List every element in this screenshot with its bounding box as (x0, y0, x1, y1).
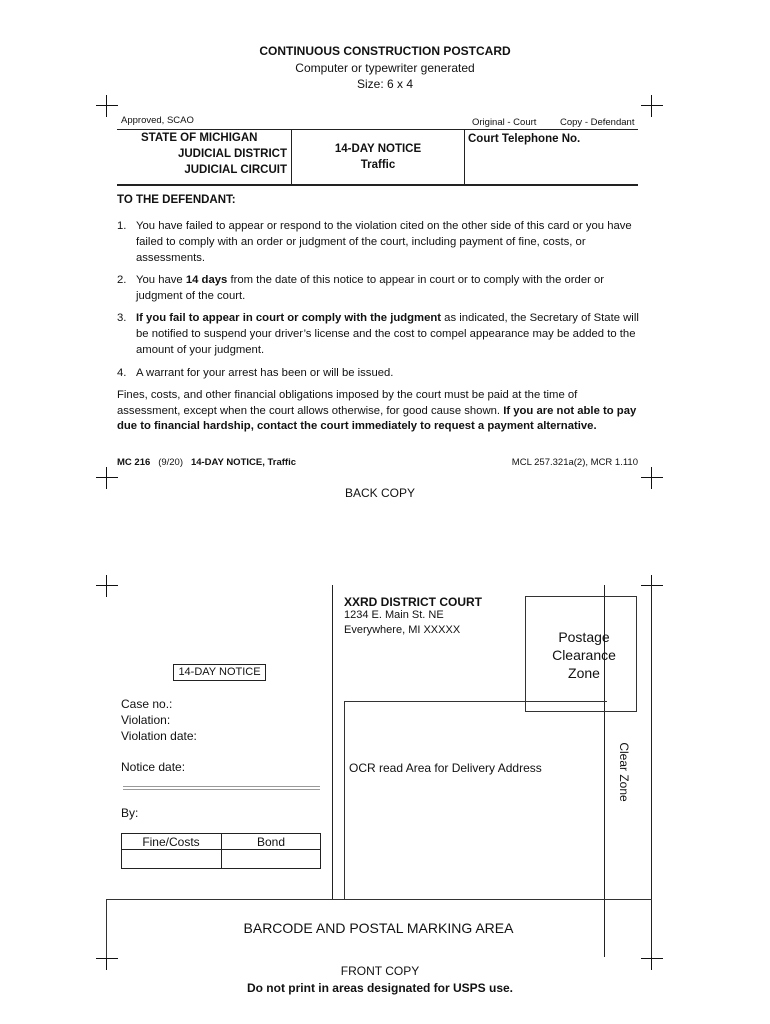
signature-rule-1 (123, 786, 320, 787)
item-text: A warrant for your arrest has been or will be issued. (136, 367, 394, 379)
form-date: (9/20) (158, 457, 184, 468)
by-label: By: (121, 806, 139, 820)
item-bold: If you fail to appear in court or comply with the judgment (136, 312, 442, 324)
violation-date-label: Violation date: (121, 729, 197, 743)
caption-divider-1 (291, 129, 292, 184)
crop-mark-front-top-right (641, 575, 663, 597)
ocr-read-area (344, 701, 607, 900)
fines-bold: If you are not able to pay due to financial hardship, contact the court immediately to request a payment alternative. (117, 404, 637, 432)
crop-mark-top-left (96, 95, 118, 117)
notice-item-3 (117, 310, 642, 358)
copy-defendant: Copy - Defendant (560, 117, 635, 128)
item-number: 1. (117, 220, 127, 232)
item-text: as indicated, the Secretary of State will be notified to suspend your driver’s license and the cost to compel appearance may be added to the amount of your judgment. (136, 312, 639, 356)
caption-bottom-rule (117, 184, 638, 186)
crop-mark-front-top-left (96, 575, 118, 597)
front-copy-label: FRONT COPY (340, 964, 420, 978)
fines-text: Fines, costs, and other financial obligations imposed by the court must be paid at the time of assessment, except when the court allows otherwise, for good cause shown. (117, 389, 578, 417)
notice-item-2 (117, 272, 642, 304)
signature-rule-2 (123, 789, 320, 790)
notice-subtitle: Traffic (360, 159, 396, 171)
usps-note: Do not print in areas designated for USPS use. (246, 981, 514, 995)
state-of-michigan: STATE OF MICHIGAN (141, 132, 258, 144)
item-number: 2. (117, 274, 127, 286)
caption-top-rule (117, 129, 638, 130)
postage-zone-label: Postage Clearance Zone (552, 629, 616, 681)
postcard-subtitle: Computer or typewriter generated (295, 61, 475, 75)
court-telephone-label: Court Telephone No. (468, 133, 581, 145)
judicial-circuit: JUDICIAL CIRCUIT (184, 164, 287, 176)
postcard-title: CONTINUOUS CONSTRUCTION POSTCARD (259, 44, 511, 58)
ocr-area-label: OCR read Area for Delivery Address (349, 761, 542, 775)
table-header-fine-costs: Fine/Costs (142, 835, 200, 849)
notice-title: 14-DAY NOTICE (334, 143, 422, 155)
form-reference: MCL 257.321a(2), MCR 1.110 (511, 457, 638, 468)
notice-item-4 (117, 365, 642, 381)
item-text: from the date of this notice to appear in court or to comply with the order or judgment of the court. (136, 274, 605, 302)
front-center-divider (332, 585, 333, 899)
violation-label: Violation: (121, 713, 171, 727)
clear-zone-label: Clear Zone (617, 742, 631, 802)
item-number: 3. (117, 312, 127, 324)
table-header-bond: Bond (256, 835, 286, 849)
approved-scao: Approved, SCAO (121, 115, 194, 126)
caption-divider-2 (464, 129, 465, 184)
postcard-size: Size: 6 x 4 (356, 77, 414, 91)
to-the-defendant: TO THE DEFENDANT: (117, 194, 236, 206)
item-text: You have failed to appear or respond to the violation cited on the other side of this card or you have failed to comply with an order or judgment of the court, including payment of fine, costs, or assessments. (136, 220, 632, 264)
item-bold: 14 days (185, 274, 228, 286)
item-number: 4. (117, 367, 127, 379)
crop-mark-top-right (641, 95, 663, 117)
court-address-1: 1234 E. Main St. NE (344, 609, 444, 621)
item-pre: You have (136, 274, 186, 286)
court-address-2: Everywhere, MI XXXXX (344, 624, 461, 636)
judicial-district: JUDICIAL DISTRICT (177, 148, 287, 160)
form-title: 14-DAY NOTICE, Traffic (190, 457, 296, 468)
back-copy-label: BACK COPY (344, 486, 416, 500)
case-number-label: Case no.: (121, 697, 173, 711)
form-number: MC 216 (117, 457, 151, 468)
barcode-area-label: BARCODE AND POSTAL MARKING AREA (243, 920, 514, 936)
form-footer (117, 457, 296, 468)
notice-item-1 (117, 218, 642, 266)
court-name: XXRD DISTRICT COURT (344, 595, 482, 609)
notice-box-label: 14-DAY NOTICE (173, 664, 266, 681)
fines-paragraph (117, 388, 642, 435)
original-court: Original - Court (472, 117, 537, 128)
notice-date-label: Notice date: (121, 760, 186, 774)
